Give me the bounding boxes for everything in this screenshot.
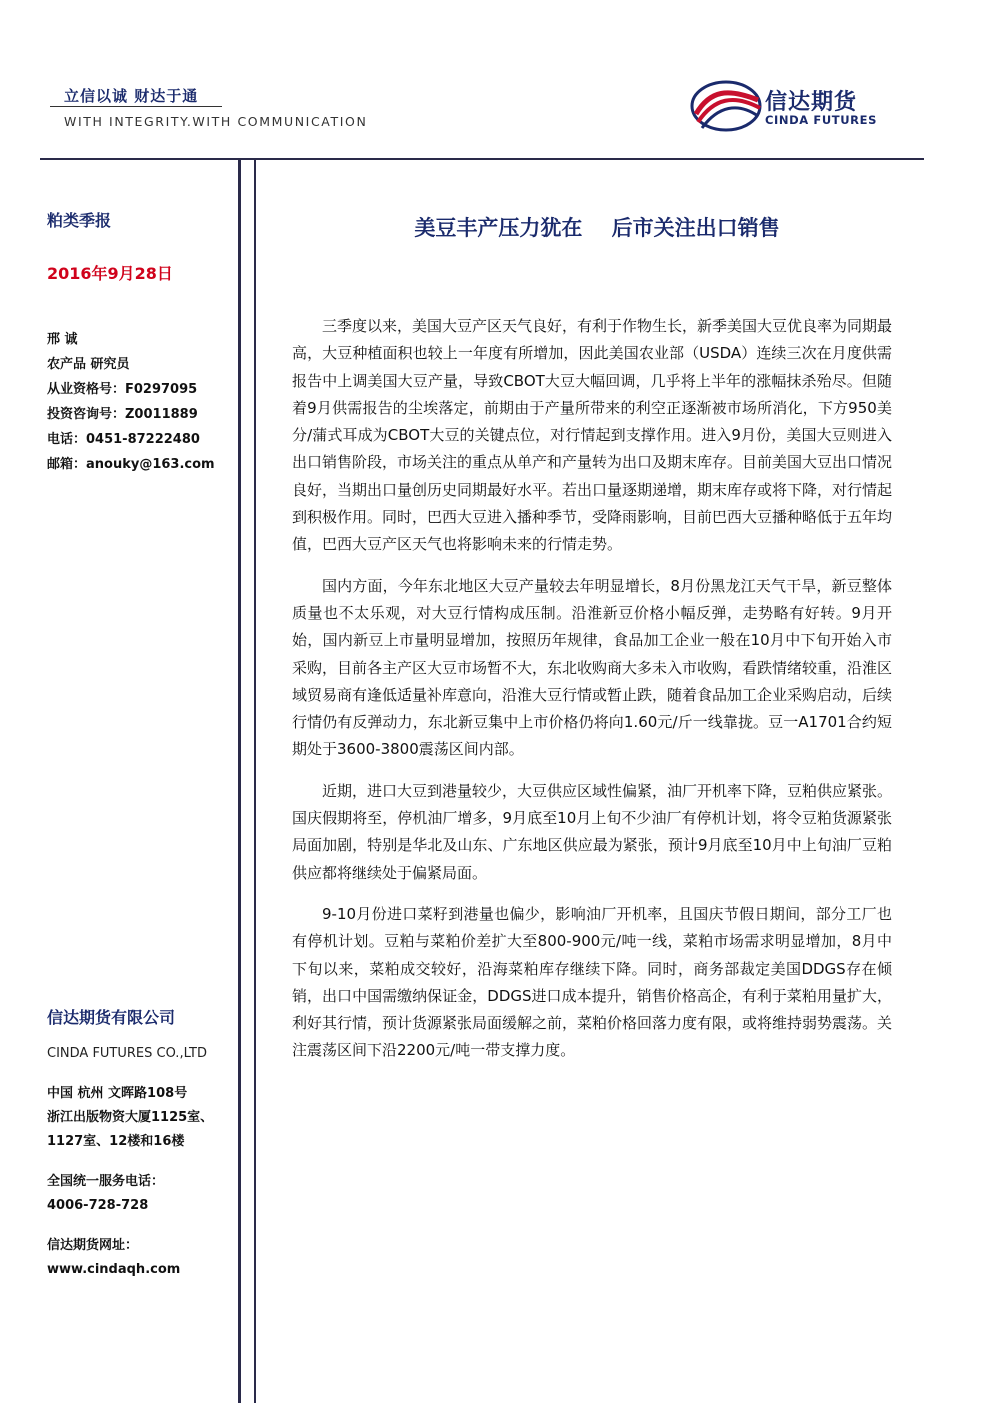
company-name-en: CINDA FUTURES CO.,LTD	[47, 1046, 207, 1061]
slogan-cn: 立信以诚 财达于通	[64, 87, 199, 105]
paragraph-domestic: 国内方面，今年东北地区大豆产量较去年明显增长，8月份黑龙江天气干旱，新豆整体质量也不太乐观，对大豆行情构成压制。沿淮新豆价格小幅反弹，走势略有好转。9月开始，国内新豆上市量明显增加，按照历年规律，食品加工企业一般在10月中下旬开始入市采购，目前各主产区大豆市场暂不大，东北收购商大多未入市收购，看跌情绪较重，沿淮区域贸易商有逢低适量补库意向，沿淮大豆行情或暂止跌，随着食品加工企业采购启动，后续行情仍有反弹动力，东北新豆集中上市价格仍将向1.60元/斤一线靠拢。豆一A1701合约短期处于3600-3800震荡区间内部。	[292, 576, 893, 759]
address-line: 1127室、12楼和16楼	[47, 1134, 185, 1149]
company-website	[47, 1234, 180, 1282]
header-divider	[40, 158, 924, 160]
paragraph-international: 三季度以来，美国大豆产区天气良好，有利于作物生长，新季美国大豆优良率为同期最高，大豆种植面积也较上一年度有所增加，因此美国农业部（USDA）连续三次在月度供需报告中上调美国大豆产量，导致CBOT大豆大幅回调，几乎将上半年的涨幅抹杀殆尽。但随着9月供需报告的尘埃落定，前期由于产量所带来的利空正逐渐被市场所消化，下方950美分/蒲式耳成为CBOT大豆的关键点位，对行情起到支撑作用。进入9月份，美国大豆则进入出口销售阶段，市场关注的重点从单产和产量转为出口及期末库存。目前美国大豆出口情况良好，当期出口量创历史同期最好水平。若出口量逐期递增，期末库存或将下降，对行情起到积极作用。同时，巴西大豆进入播种季节，受降雨影响，目前巴西大豆播种略低于五年均值，巴西大豆产区天气也将影响未来的行情走势。	[292, 317, 893, 554]
author-consulting-id: 投资咨询号：Z0011889	[47, 407, 198, 422]
report-title: 美豆丰产压力犹在 后市关注出口销售	[414, 216, 780, 240]
company-address	[47, 1082, 213, 1154]
author-phone: 电话：0451-87222480	[47, 432, 200, 447]
author-info	[47, 327, 215, 477]
author-qualification: 从业资格号：F0297095	[47, 382, 198, 397]
slogan-en: WITH INTEGRITY.WITH COMMUNICATION	[64, 114, 368, 129]
logo-name-en: CINDA FUTURES	[765, 113, 877, 127]
hotline-number: 4006-728-728	[47, 1198, 149, 1213]
logo-name-cn: 信达期货	[765, 90, 858, 115]
report-body	[292, 313, 892, 1079]
paragraph-rapeseed-meal: 9-10月份进口菜籽到港量也偏少，影响油厂开机率，且国庆节假日期间，部分工厂也有停机计划。豆粕与菜粕价差扩大至800-900元/吨一线，菜粕市场需求明显增加，8月中下旬以来，菜粕成交较好，沿海菜粕库存继续下降。同时，商务部裁定美国DDGS存在倾销，出口中国需缴纳保证金，DDGS进口成本提升，销售价格高企，有利于菜粕用量扩大，利好其行情，预计货源紧张局面缓解之前，菜粕价格回落力度有限，或将维持弱势震荡。关注震荡区间下沿2200元/吨一带支撑力度。	[292, 904, 893, 1060]
report-type: 粕类季报	[47, 211, 112, 230]
website-link[interactable]: www.cindaqh.com	[47, 1262, 181, 1277]
sidebar-divider-inner	[254, 160, 256, 1403]
website-label: 信达期货网址：	[47, 1238, 139, 1253]
author-name: 邢 诚	[47, 332, 78, 347]
company-name-cn: 信达期货有限公司	[47, 1008, 176, 1027]
address-line: 中国 杭州 文晖路108号	[47, 1086, 188, 1101]
address-line: 浙江出版物资大厦1125室、	[47, 1110, 214, 1125]
author-title: 农产品 研究员	[47, 357, 130, 372]
hotline-label: 全国统一服务电话：	[47, 1174, 165, 1189]
report-date: 2016年9月28日	[47, 264, 173, 283]
author-email[interactable]: 邮箱：anouky@163.com	[47, 457, 215, 472]
paragraph-soymeal: 近期，进口大豆到港量较少，大豆供应区域性偏紧，油厂开机率下降，豆粕供应紧张。国庆假期将至，停机油厂增多，9月底至10月上旬不少油厂有停机计划，将令豆粕货源紧张局面加剧，特别是华北及山东、广东地区供应最为紧张，预计9月底至10月中上旬油厂豆粕供应都将继续处于偏紧局面。	[292, 781, 893, 882]
slogan-underline	[50, 106, 222, 107]
company-hotline	[47, 1170, 164, 1218]
sidebar-divider-outer	[238, 160, 241, 1403]
